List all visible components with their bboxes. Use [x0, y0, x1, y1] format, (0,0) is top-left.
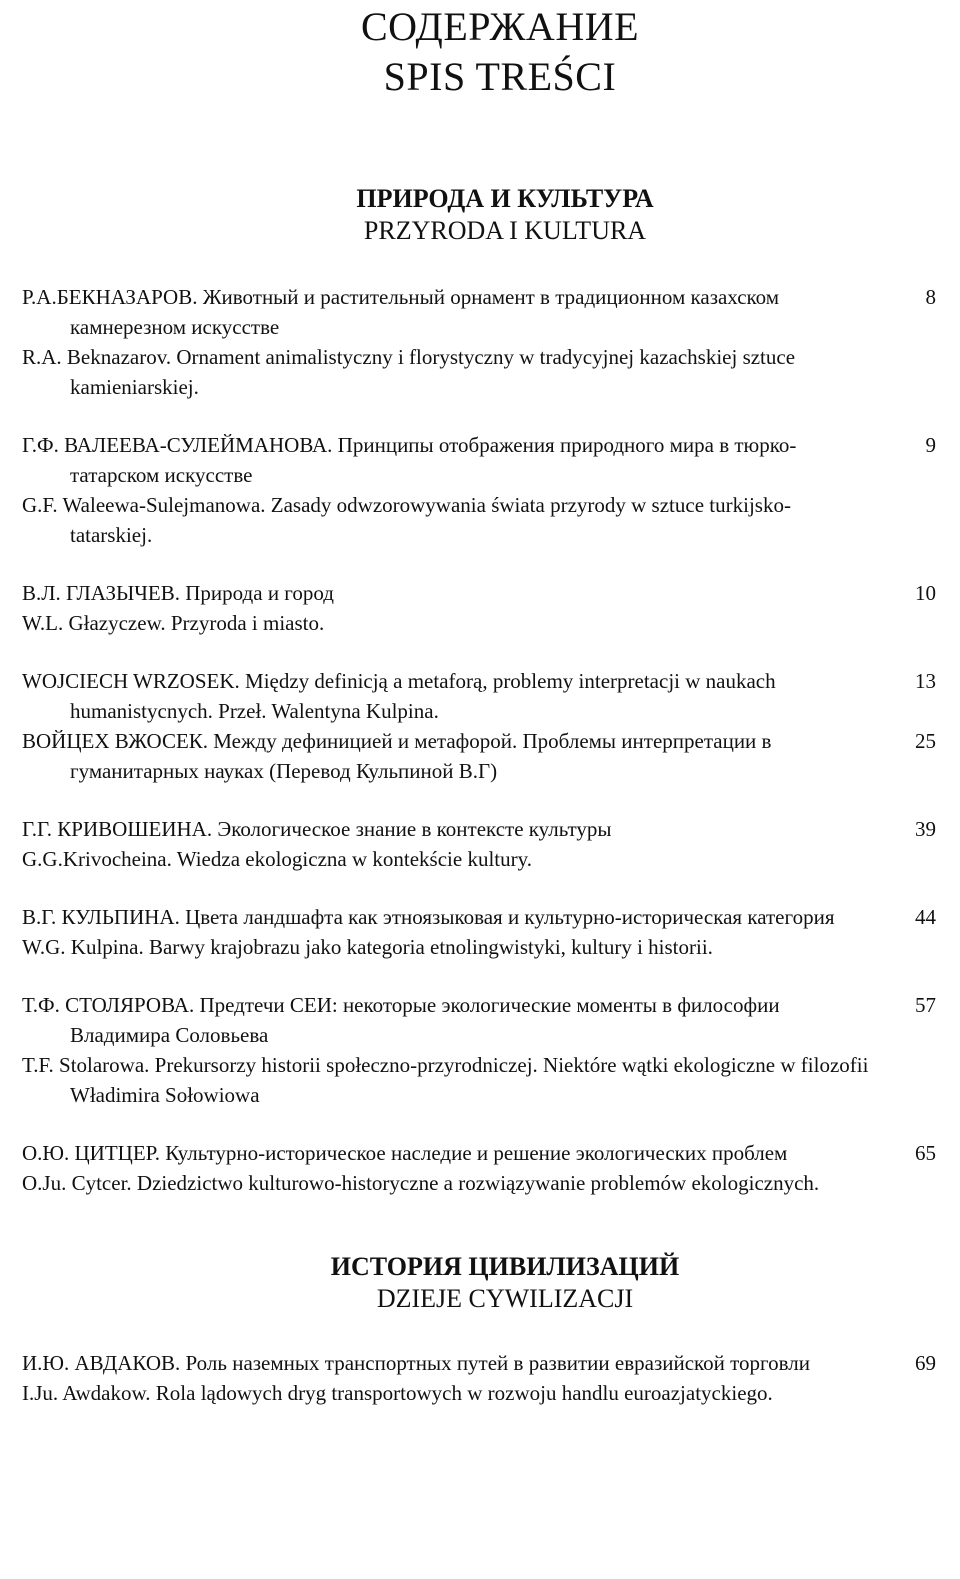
- page-number-secondary: 25: [915, 729, 936, 753]
- toc-entry[interactable]: [22, 666, 940, 786]
- page-number: 10: [915, 581, 936, 605]
- page-number: 69: [915, 1351, 936, 1375]
- entry-title-pl: O.Ju. Cytcer. Dziedzictwo kulturowo-historyczne a rozwiązywanie problemów ekologicznych.: [22, 1171, 820, 1195]
- page-number: 9: [925, 433, 936, 457]
- entry-title-ru: И.Ю. АВДАКОВ. Роль наземных транспортных путей в развитии евразийской торговли: [22, 1351, 811, 1375]
- entry-title-ru: Г.Ф. ВАЛЕЕВА-СУЛЕЙМАНОВА. Принципы отображения природного мира в тюрко-татарском искусстве: [22, 433, 797, 487]
- entry-title-ru: В.Г. КУЛЬПИНА. Цвета ландшафта как этноязыковая и культурно-историческая категория: [22, 905, 835, 929]
- page-number: 44: [915, 905, 936, 929]
- entry-title-pl: WOJCIECH WRZOSEK. Między definicją a metaforą, problemy interpretacji w naukach humanistycnych. Przeł. Walentyna Kulpina.: [22, 669, 776, 723]
- toc-entry[interactable]: [22, 990, 940, 1110]
- section-entries: [0, 282, 960, 1198]
- toc-entry[interactable]: [22, 902, 940, 962]
- entry-title-pl: W.G. Kulpina. Barwy krajobrazu jako kategoria etnolingwistyki, kultury i historii.: [22, 935, 713, 959]
- toc-entry[interactable]: [22, 814, 940, 874]
- entry-title-pl: T.F. Stolarowa. Prekursorzy historii społeczno-przyrodniczej. Niektóre wątki ekologiczne w filozofii Władimira Sołowiowa: [22, 1053, 869, 1107]
- toc-entry[interactable]: [22, 578, 940, 638]
- section-entries: [0, 1348, 960, 1408]
- title-ru: СОДЕРЖАНИЕ: [360, 4, 640, 49]
- page-number: 39: [915, 817, 936, 841]
- entry-title-ru: В.Л. ГЛАЗЫЧЕВ. Природа и город: [22, 581, 334, 605]
- section-title-ru: ПРИРОДА И КУЛЬТУРА: [356, 184, 654, 213]
- entry-title-pl: R.A. Beknazarov. Ornament animalistyczny i florystyczny w tradycyjnej kazachskiej sztuce kamieniarskiej.: [22, 345, 796, 399]
- section-title-pl: DZIEJE CYWILIZACJI: [376, 1284, 634, 1313]
- toc-entry[interactable]: [22, 1348, 940, 1408]
- section-heading: [50, 182, 960, 246]
- section-heading: [50, 1250, 960, 1314]
- entry-title-ru: Г.Г. КРИВОШЕИНА. Экологическое знание в контексте культуры: [22, 817, 612, 841]
- page-title: [40, 0, 960, 102]
- toc-entry[interactable]: [22, 282, 940, 402]
- title-pl: SPIS TREŚCI: [383, 54, 617, 99]
- section-title-ru: ИСТОРИЯ ЦИВИЛИЗАЦИЙ: [330, 1252, 680, 1281]
- entry-title-pl: G.G.Krivocheina. Wiedza ekologiczna w kontekście kultury.: [22, 847, 532, 871]
- page-number: 57: [915, 993, 936, 1017]
- entry-title-ru: ВОЙЦЕХ ВЖОСЕК. Между дефиницией и метафорой. Проблемы интерпретации в гуманитарных науках (Перевод Кульпиной В.Г): [22, 729, 772, 783]
- section-title-pl: PRZYRODA I KULTURA: [363, 216, 647, 245]
- entry-title-ru: О.Ю. ЦИТЦЕР. Культурно-историческое наследие и решение экологических проблем: [22, 1141, 788, 1165]
- entry-title-ru: Т.Ф. СТОЛЯРОВА. Предтечи СЕИ: некоторые экологические моменты в философии Владимира Соловьева: [22, 993, 780, 1047]
- toc-entry[interactable]: [22, 430, 940, 550]
- entry-title-ru: Р.А.БЕКНАЗАРОВ. Животный и растительный орнамент в традиционном казахском камнерезном искусстве: [22, 285, 780, 339]
- entry-title-pl: G.F. Waleewa-Sulejmanowa. Zasady odwzorowywania świata przyrody w sztuce turkijsko-tatarskiej.: [22, 493, 791, 547]
- entry-title-pl: I.Ju. Awdakow. Rola lądowych dryg transportowych w rozwoju handlu euroazjatyckiego.: [22, 1381, 773, 1405]
- page-number: 8: [925, 285, 936, 309]
- page-number: 13: [915, 669, 936, 693]
- entry-title-pl: W.L. Głazyczew. Przyroda i miasto.: [22, 611, 325, 635]
- page-number: 65: [915, 1141, 936, 1165]
- toc-entry[interactable]: [22, 1138, 940, 1198]
